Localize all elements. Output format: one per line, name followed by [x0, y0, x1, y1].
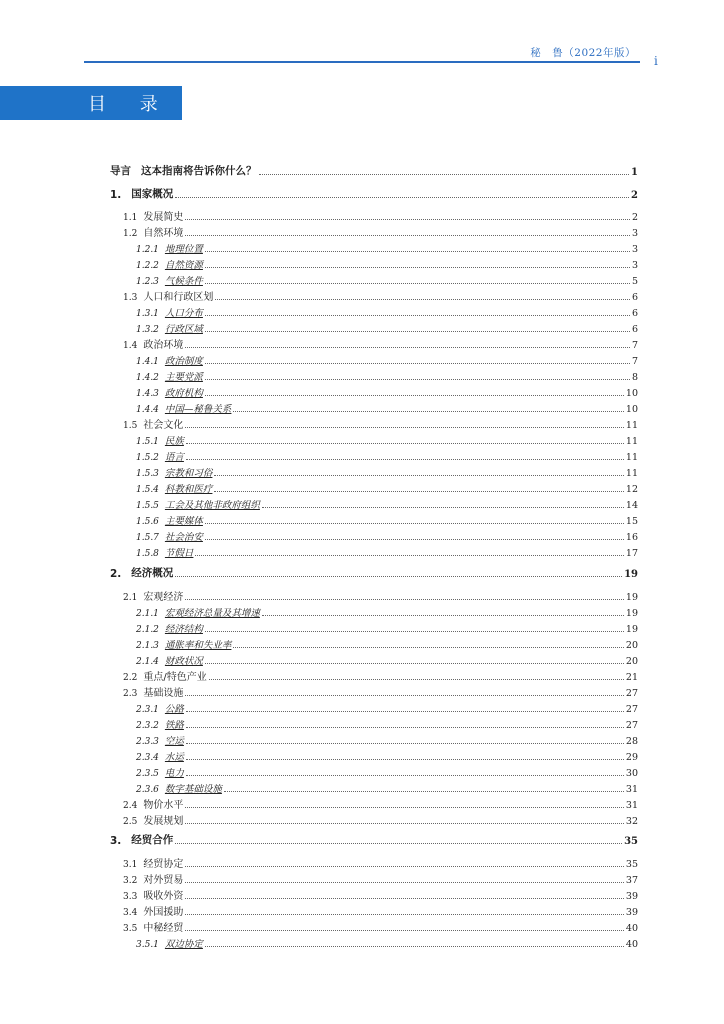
toc-entry-page: 3 — [631, 260, 638, 271]
toc-heading: 目 录 — [0, 86, 182, 120]
toc-leader-dots — [175, 843, 622, 844]
toc-leader-dots — [214, 491, 623, 492]
toc-entry-title: 气候条件 — [164, 276, 203, 287]
toc-entry-title: 基础设施 — [143, 688, 184, 699]
toc-leader-dots — [233, 411, 623, 412]
toc-entry-number: 1.5.2 — [136, 453, 159, 463]
toc-entry[interactable] — [123, 290, 638, 303]
toc-leader-dots — [185, 823, 624, 824]
toc-leader-dots — [205, 283, 630, 284]
toc-entry-title: 人口和行政区划 — [143, 292, 214, 303]
toc-entry-number: 3.2 — [123, 876, 138, 886]
toc-entry-page: 11 — [625, 436, 638, 447]
toc-entry-number: 1.3 — [123, 293, 138, 303]
toc-entry[interactable] — [136, 306, 638, 319]
toc-entry[interactable] — [123, 921, 638, 934]
toc-entry-number: 2.5 — [123, 817, 138, 827]
toc-entry-page: 30 — [625, 768, 638, 779]
toc-entry-number: 1.2.3 — [136, 277, 159, 287]
toc-leader-dots — [262, 507, 624, 508]
toc-entry[interactable] — [136, 766, 638, 779]
toc-entry-title: 工会及其他非政府组织 — [164, 500, 260, 511]
toc-leader-dots — [175, 197, 629, 198]
toc-leader-dots — [185, 898, 624, 899]
toc-entry[interactable] — [123, 338, 638, 351]
toc-entry[interactable] — [136, 654, 638, 667]
toc-entry-number: 2.1.4 — [136, 657, 159, 667]
toc-entry[interactable] — [136, 258, 638, 271]
toc-entry-page: 28 — [625, 736, 638, 747]
toc-entry-page: 20 — [625, 640, 638, 651]
toc-entry-number: 1.4 — [123, 341, 138, 351]
toc-leader-dots — [205, 267, 630, 268]
toc-entry-title: 经贸协定 — [143, 859, 184, 870]
toc-entry-title: 语言 — [164, 452, 184, 463]
toc-entry[interactable] — [110, 187, 638, 201]
toc-entry-number: 1.3.2 — [136, 325, 159, 335]
toc-entry-number: 1.2.1 — [136, 245, 159, 255]
toc-entry-title: 中国—秘鲁关系 — [164, 404, 232, 415]
toc-entry-page: 15 — [625, 516, 638, 527]
toc-entry-page: 19 — [625, 624, 638, 635]
toc-entry-title: 宏观经济总量及其增速 — [164, 608, 260, 619]
toc-entry-page: 12 — [625, 484, 638, 495]
toc-entry[interactable] — [123, 590, 638, 603]
toc-entry[interactable] — [123, 210, 638, 223]
toc-leader-dots — [185, 930, 624, 931]
toc-entry-title: 外国援助 — [143, 907, 184, 918]
toc-entry[interactable] — [136, 622, 638, 635]
toc-leader-dots — [259, 174, 630, 175]
toc-leader-dots — [209, 679, 624, 680]
toc-leader-dots — [185, 695, 624, 696]
toc-entry-title: 铁路 — [164, 720, 184, 731]
toc-entry[interactable] — [136, 322, 638, 335]
toc-entry[interactable] — [136, 434, 638, 447]
toc-entry-page: 20 — [625, 656, 638, 667]
toc-entry[interactable] — [110, 164, 638, 178]
toc-entry-number: 导言 — [110, 165, 131, 177]
toc-entry-title: 经济概况 — [131, 567, 174, 579]
toc-entry-page: 14 — [625, 500, 638, 511]
toc-entry[interactable] — [136, 370, 638, 383]
toc-entry-title: 社会治安 — [164, 532, 203, 543]
toc-leader-dots — [185, 599, 624, 600]
toc-entry-title: 国家概况 — [131, 188, 174, 200]
toc-leader-dots — [185, 882, 624, 883]
toc-entry-number: 2.4 — [123, 801, 138, 811]
toc-entry-page: 27 — [625, 688, 638, 699]
toc-entry[interactable] — [123, 798, 638, 811]
toc-entry-title: 物价水平 — [143, 800, 184, 811]
toc-entry-page: 6 — [631, 324, 638, 335]
running-header: 秘 鲁（2022年版） — [530, 47, 636, 59]
toc-entry-number: 1.5 — [123, 421, 138, 431]
toc-entry-page: 3 — [631, 228, 638, 239]
toc-leader-dots — [205, 251, 630, 252]
toc-leader-dots — [224, 791, 624, 792]
toc-entry-title: 吸收外资 — [143, 891, 184, 902]
toc-entry-title: 节假日 — [164, 548, 194, 559]
toc-leader-dots — [185, 219, 630, 220]
toc-entry-page: 2 — [631, 190, 638, 201]
toc-leader-dots — [205, 523, 624, 524]
toc-entry-title: 公路 — [164, 704, 184, 715]
toc-entry[interactable] — [110, 833, 638, 847]
toc-entry-number: 2.1.3 — [136, 641, 159, 651]
toc-entry-page: 2 — [631, 212, 638, 223]
toc-entry-number: 1.4.1 — [136, 357, 159, 367]
toc-entry-page: 21 — [625, 672, 638, 683]
toc-entry[interactable] — [136, 638, 638, 651]
toc-entry-page: 8 — [631, 372, 638, 383]
toc-entry[interactable] — [136, 466, 638, 479]
toc-entry-number: 2.3.3 — [136, 737, 159, 747]
toc-entry[interactable] — [136, 242, 638, 255]
toc-leader-dots — [205, 331, 630, 332]
toc-entry[interactable] — [136, 514, 638, 527]
toc-entry-number: 2.1 — [123, 593, 138, 603]
toc-leader-dots — [185, 807, 624, 808]
toc-leader-dots — [205, 663, 624, 664]
toc-entry[interactable] — [123, 905, 638, 918]
toc-entry-number: 3.1 — [123, 860, 138, 870]
toc-entry-title: 政治环境 — [143, 340, 184, 351]
toc-entry-page: 39 — [625, 891, 638, 902]
toc-entry-title: 自然环境 — [143, 228, 184, 239]
toc-entry-number: 2.3.6 — [136, 785, 159, 795]
toc-entry-page: 6 — [631, 292, 638, 303]
toc-entry-title: 数字基础设施 — [164, 784, 222, 795]
toc-leader-dots — [214, 475, 623, 476]
toc-leader-dots — [185, 235, 630, 236]
toc-leader-dots — [233, 647, 623, 648]
toc-leader-dots — [205, 946, 624, 947]
toc-entry-number: 3.3 — [123, 892, 138, 902]
toc-entry[interactable] — [123, 418, 638, 431]
toc-entry-page: 16 — [625, 532, 638, 543]
toc-entry-number: 1.4.2 — [136, 373, 159, 383]
toc-entry-title: 通胀率和失业率 — [164, 640, 232, 651]
toc-entry-number: 1.4.4 — [136, 405, 159, 415]
toc-entry-title: 人口分布 — [164, 308, 203, 319]
toc-entry-title: 宗教和习俗 — [164, 468, 213, 479]
toc-entry-number: 2. — [110, 568, 122, 580]
toc-entry-number: 1.5.1 — [136, 437, 159, 447]
toc-leader-dots — [186, 775, 624, 776]
toc-entry-page: 17 — [625, 548, 638, 559]
toc-entry-page: 27 — [625, 704, 638, 715]
toc-entry-page: 40 — [625, 923, 638, 934]
toc-entry[interactable] — [123, 814, 638, 827]
toc-leader-dots — [185, 866, 624, 867]
toc-entry-title: 科教和医疗 — [164, 484, 213, 495]
toc-entry-number: 1.5.5 — [136, 501, 159, 511]
toc-leader-dots — [186, 459, 624, 460]
toc-entry-page: 7 — [631, 340, 638, 351]
toc-entry-number: 2.3.5 — [136, 769, 159, 779]
toc-entry-page: 35 — [625, 859, 638, 870]
toc-entry-number: 2.1.1 — [136, 609, 159, 619]
toc-entry-page: 32 — [625, 816, 638, 827]
toc-leader-dots — [186, 727, 624, 728]
toc-entry-title: 政府机构 — [164, 388, 203, 399]
toc-leader-dots — [185, 347, 630, 348]
toc-entry-number: 2.3.2 — [136, 721, 159, 731]
toc-entry-page: 11 — [625, 452, 638, 463]
toc-entry-title: 民族 — [164, 436, 184, 447]
toc-leader-dots — [186, 759, 624, 760]
toc-entry-page: 6 — [631, 308, 638, 319]
toc-leader-dots — [185, 914, 624, 915]
toc-leader-dots — [195, 555, 623, 556]
toc-entry-page: 11 — [625, 420, 638, 431]
toc-entry-title: 自然资源 — [164, 260, 203, 271]
toc-entry-number: 2.3 — [123, 689, 138, 699]
toc-entry[interactable] — [123, 873, 638, 886]
toc-entry[interactable] — [136, 530, 638, 543]
toc-entry-page: 39 — [625, 907, 638, 918]
toc-entry-page: 29 — [625, 752, 638, 763]
toc-leader-dots — [205, 379, 630, 380]
toc-entry-number: 1.3.1 — [136, 309, 159, 319]
toc-entry-page: 19 — [625, 592, 638, 603]
toc-entry-title: 行政区域 — [164, 324, 203, 335]
toc-leader-dots — [185, 427, 624, 428]
toc-entry-page: 37 — [625, 875, 638, 886]
toc-entry[interactable] — [136, 274, 638, 287]
toc-entry-title: 主要党派 — [164, 372, 203, 383]
toc-entry-title: 地理位置 — [164, 244, 203, 255]
toc-entry-title: 发展简史 — [143, 212, 184, 223]
toc-entry[interactable] — [136, 702, 638, 715]
toc-leader-dots — [205, 363, 630, 364]
toc-entry-number: 2.2 — [123, 673, 138, 683]
toc-entry[interactable] — [136, 606, 638, 619]
toc-entry-number: 1.1 — [123, 213, 138, 223]
toc-entry-page: 19 — [624, 569, 638, 580]
toc-entry-page: 7 — [631, 356, 638, 367]
toc-entry[interactable] — [136, 498, 638, 511]
toc-leader-dots — [262, 615, 624, 616]
toc-entry-page: 27 — [625, 720, 638, 731]
toc-entry-number: 1.5.3 — [136, 469, 159, 479]
toc-entry-title: 社会文化 — [143, 420, 184, 431]
toc-entry-number: 3. — [110, 835, 122, 847]
toc-entry-title: 对外贸易 — [143, 875, 184, 886]
toc-entry-title: 空运 — [164, 736, 184, 747]
toc-entry-page: 19 — [625, 608, 638, 619]
toc-entry-number: 3.5 — [123, 924, 138, 934]
toc-entry-number: 1.4.3 — [136, 389, 159, 399]
toc-entry-number: 1. — [110, 189, 122, 201]
toc-entry[interactable] — [123, 670, 638, 683]
toc-entry-number: 1.5.7 — [136, 533, 159, 543]
toc-leader-dots — [205, 539, 624, 540]
toc-entry[interactable] — [123, 226, 638, 239]
toc-entry[interactable] — [110, 566, 638, 580]
toc-entry-title: 政治制度 — [164, 356, 203, 367]
toc-entry-title: 这本指南将告诉你什么？ — [141, 165, 257, 177]
toc-entry-number: 1.5.4 — [136, 485, 159, 495]
toc-entry[interactable] — [123, 686, 638, 699]
toc-entry-page: 10 — [625, 388, 638, 399]
toc-entry[interactable] — [136, 386, 638, 399]
toc-entry[interactable] — [136, 750, 638, 763]
toc-entry[interactable] — [136, 402, 638, 415]
toc-entry-number: 2.3.1 — [136, 705, 159, 715]
toc-entry[interactable] — [123, 857, 638, 870]
toc-entry-title: 发展规划 — [143, 816, 184, 827]
toc-leader-dots — [205, 395, 624, 396]
toc-entry[interactable] — [136, 450, 638, 463]
toc-entry[interactable] — [136, 734, 638, 747]
toc-entry-page: 1 — [631, 167, 638, 178]
toc-entry-title: 财政状况 — [164, 656, 203, 667]
toc-entry-title: 水运 — [164, 752, 184, 763]
toc-entry[interactable] — [123, 889, 638, 902]
toc-entry-page: 31 — [625, 800, 638, 811]
toc-entry[interactable] — [136, 782, 638, 795]
toc-entry[interactable] — [136, 718, 638, 731]
page-number: i — [654, 54, 658, 68]
toc-entry-page: 5 — [631, 276, 638, 287]
toc-entry-number: 1.5.6 — [136, 517, 159, 527]
toc-entry-title: 双边协定 — [164, 939, 203, 950]
toc-entry-page: 10 — [625, 404, 638, 415]
toc-leader-dots — [215, 299, 630, 300]
toc-leader-dots — [205, 315, 630, 316]
toc-entry-page: 35 — [624, 836, 638, 847]
toc-entry-number: 3.5.1 — [136, 940, 159, 950]
toc-entry-number: 1.2.2 — [136, 261, 159, 271]
toc-entry-page: 11 — [625, 468, 638, 479]
toc-leader-dots — [186, 711, 624, 712]
toc-leader-dots — [205, 631, 624, 632]
toc-entry[interactable] — [136, 937, 638, 950]
toc-entry-title: 重点/特色产业 — [143, 672, 207, 683]
toc-entry-number: 3.4 — [123, 908, 138, 918]
toc-entry-number: 1.5.8 — [136, 549, 159, 559]
toc-entry-title: 主要媒体 — [164, 516, 203, 527]
toc-entry[interactable] — [136, 546, 638, 559]
toc-entry-number: 1.2 — [123, 229, 138, 239]
toc-entry-page: 3 — [631, 244, 638, 255]
toc-entry-title: 电力 — [164, 768, 184, 779]
toc-entry-page: 31 — [625, 784, 638, 795]
toc-leader-dots — [186, 743, 624, 744]
toc-entry-title: 经贸合作 — [131, 834, 174, 846]
toc-entry-title: 中秘经贸 — [143, 923, 184, 934]
toc-leader-dots — [175, 576, 622, 577]
toc-entry-number: 2.3.4 — [136, 753, 159, 763]
toc-entry-number: 2.1.2 — [136, 625, 159, 635]
toc-entry-page: 40 — [625, 939, 638, 950]
toc-entry-title: 宏观经济 — [143, 592, 184, 603]
toc-leader-dots — [186, 443, 624, 444]
toc-entry-title: 经济结构 — [164, 624, 203, 635]
toc-entry[interactable] — [136, 482, 638, 495]
toc-entry[interactable] — [136, 354, 638, 367]
